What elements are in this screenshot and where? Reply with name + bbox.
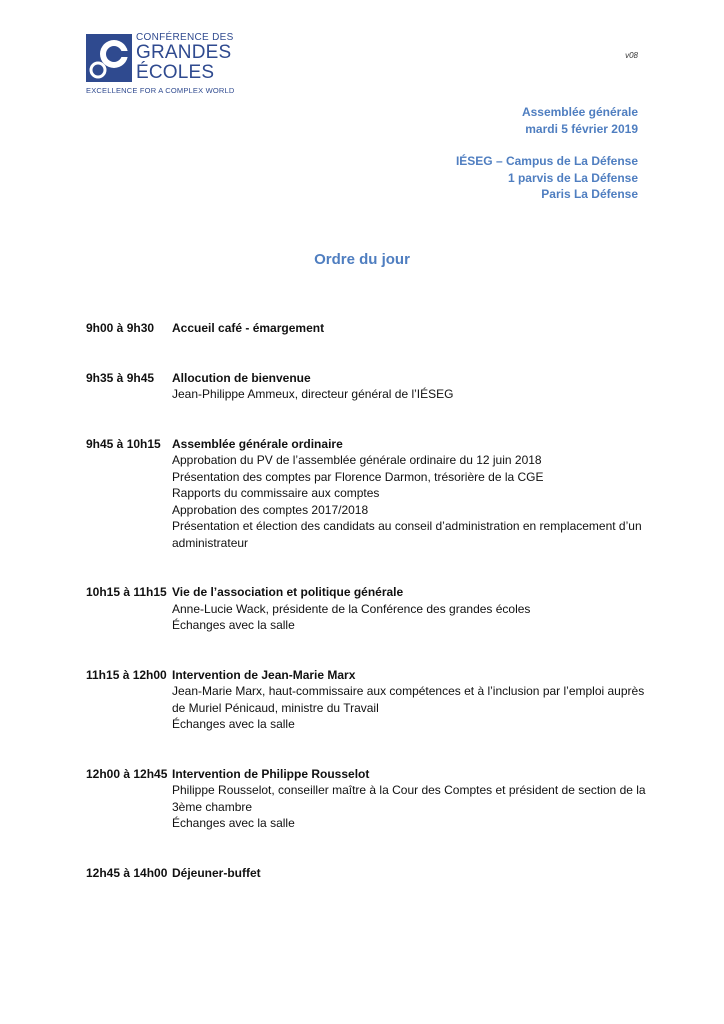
- event-header: [456, 104, 638, 203]
- agenda-item: [86, 667, 646, 733]
- agenda-item-detail: Anne-Lucie Wack, présidente de la Conférence des grandes écoles: [172, 601, 531, 616]
- header-spacer: [456, 137, 638, 153]
- logo-line1: CONFÉRENCE DES: [136, 32, 234, 43]
- agenda-item-detail: Philippe Rousselot, conseiller maître à la Cour des Comptes et président de section de la 3ème chambre: [172, 783, 646, 814]
- agenda-item: [86, 584, 646, 634]
- version-label: v08: [625, 51, 638, 60]
- agenda-time: 9h45 à 10h15: [86, 436, 161, 451]
- agenda-item-detail: Échanges avec la salle: [172, 618, 295, 632]
- page-title: Ordre du jour: [314, 251, 410, 268]
- agenda-content: [172, 865, 646, 882]
- agenda-list: [86, 320, 646, 881]
- agenda-content: [172, 584, 646, 634]
- agenda-time: 12h00 à 12h45: [86, 766, 168, 781]
- agenda-item: [86, 370, 646, 403]
- agenda-item: [86, 865, 646, 882]
- agenda-item-title: Allocution de bienvenue: [172, 370, 311, 385]
- logo-line2: GRANDES: [136, 42, 232, 63]
- agenda-item-detail: Approbation des comptes 2017/2018: [172, 502, 369, 517]
- agenda-item-detail: Échanges avec la salle: [172, 717, 295, 731]
- agenda-time: 10h15 à 11h15: [86, 585, 167, 599]
- agenda-item: [86, 766, 646, 832]
- event-address: 1 parvis de La Défense: [507, 170, 638, 185]
- agenda-item-detail: Présentation des comptes par Florence Darmon, trésorière de la CGE: [172, 469, 544, 484]
- event-name: Assemblée générale: [521, 105, 638, 119]
- logo-wordmark: [136, 32, 234, 83]
- cge-logo: [86, 32, 236, 96]
- logo-line3: ÉCOLES: [136, 62, 215, 83]
- agenda-item: [86, 436, 646, 552]
- agenda-item-title: Intervention de Philippe Rousselot: [172, 766, 370, 781]
- agenda-content: [172, 320, 646, 337]
- agenda-item-title: Assemblée générale ordinaire: [172, 436, 343, 451]
- agenda-item-detail: Approbation du PV de l’assemblée générale ordinaire du 12 juin 2018: [172, 453, 542, 467]
- agenda-item-detail: Rapports du commissaire aux comptes: [172, 486, 380, 500]
- agenda-content: [172, 766, 646, 832]
- agenda-time: 12h45 à 14h00: [86, 865, 168, 880]
- cge-logo-icon: [86, 34, 132, 82]
- agenda-item-detail: Jean-Philippe Ammeux, directeur général de l’IÉSEG: [172, 387, 454, 401]
- agenda-item-detail: Présentation et élection des candidats au conseil d’administration en remplacement d’un administrateur: [172, 519, 642, 550]
- agenda-item-title: Vie de l’association et politique générale: [172, 585, 404, 599]
- event-date: mardi 5 février 2019: [525, 121, 638, 136]
- agenda-item-detail: Échanges avec la salle: [172, 816, 295, 830]
- agenda-item-title: Déjeuner-buffet: [172, 865, 261, 880]
- event-city: Paris La Défense: [541, 187, 638, 201]
- agenda-item-title: Intervention de Jean-Marie Marx: [172, 667, 356, 682]
- agenda-item-detail: Jean-Marie Marx, haut-commissaire aux compétences et à l’inclusion par l’emploi auprès de Muriel Pénicaud, ministre du Travail: [172, 684, 645, 715]
- agenda-item-title: Accueil café - émargement: [172, 321, 325, 335]
- logo-tagline: EXCELLENCE FOR A COMPLEX WORLD: [86, 86, 235, 95]
- agenda-time: 9h35 à 9h45: [86, 370, 155, 385]
- agenda-content: [172, 667, 646, 733]
- agenda-time: 9h00 à 9h30: [86, 321, 155, 335]
- event-venue: IÉSEG – Campus de La Défense: [455, 154, 638, 168]
- agenda-content: [172, 370, 646, 403]
- agenda-time: 11h15 à 12h00: [86, 667, 167, 682]
- agenda-item: [86, 320, 646, 337]
- agenda-content: [172, 436, 646, 552]
